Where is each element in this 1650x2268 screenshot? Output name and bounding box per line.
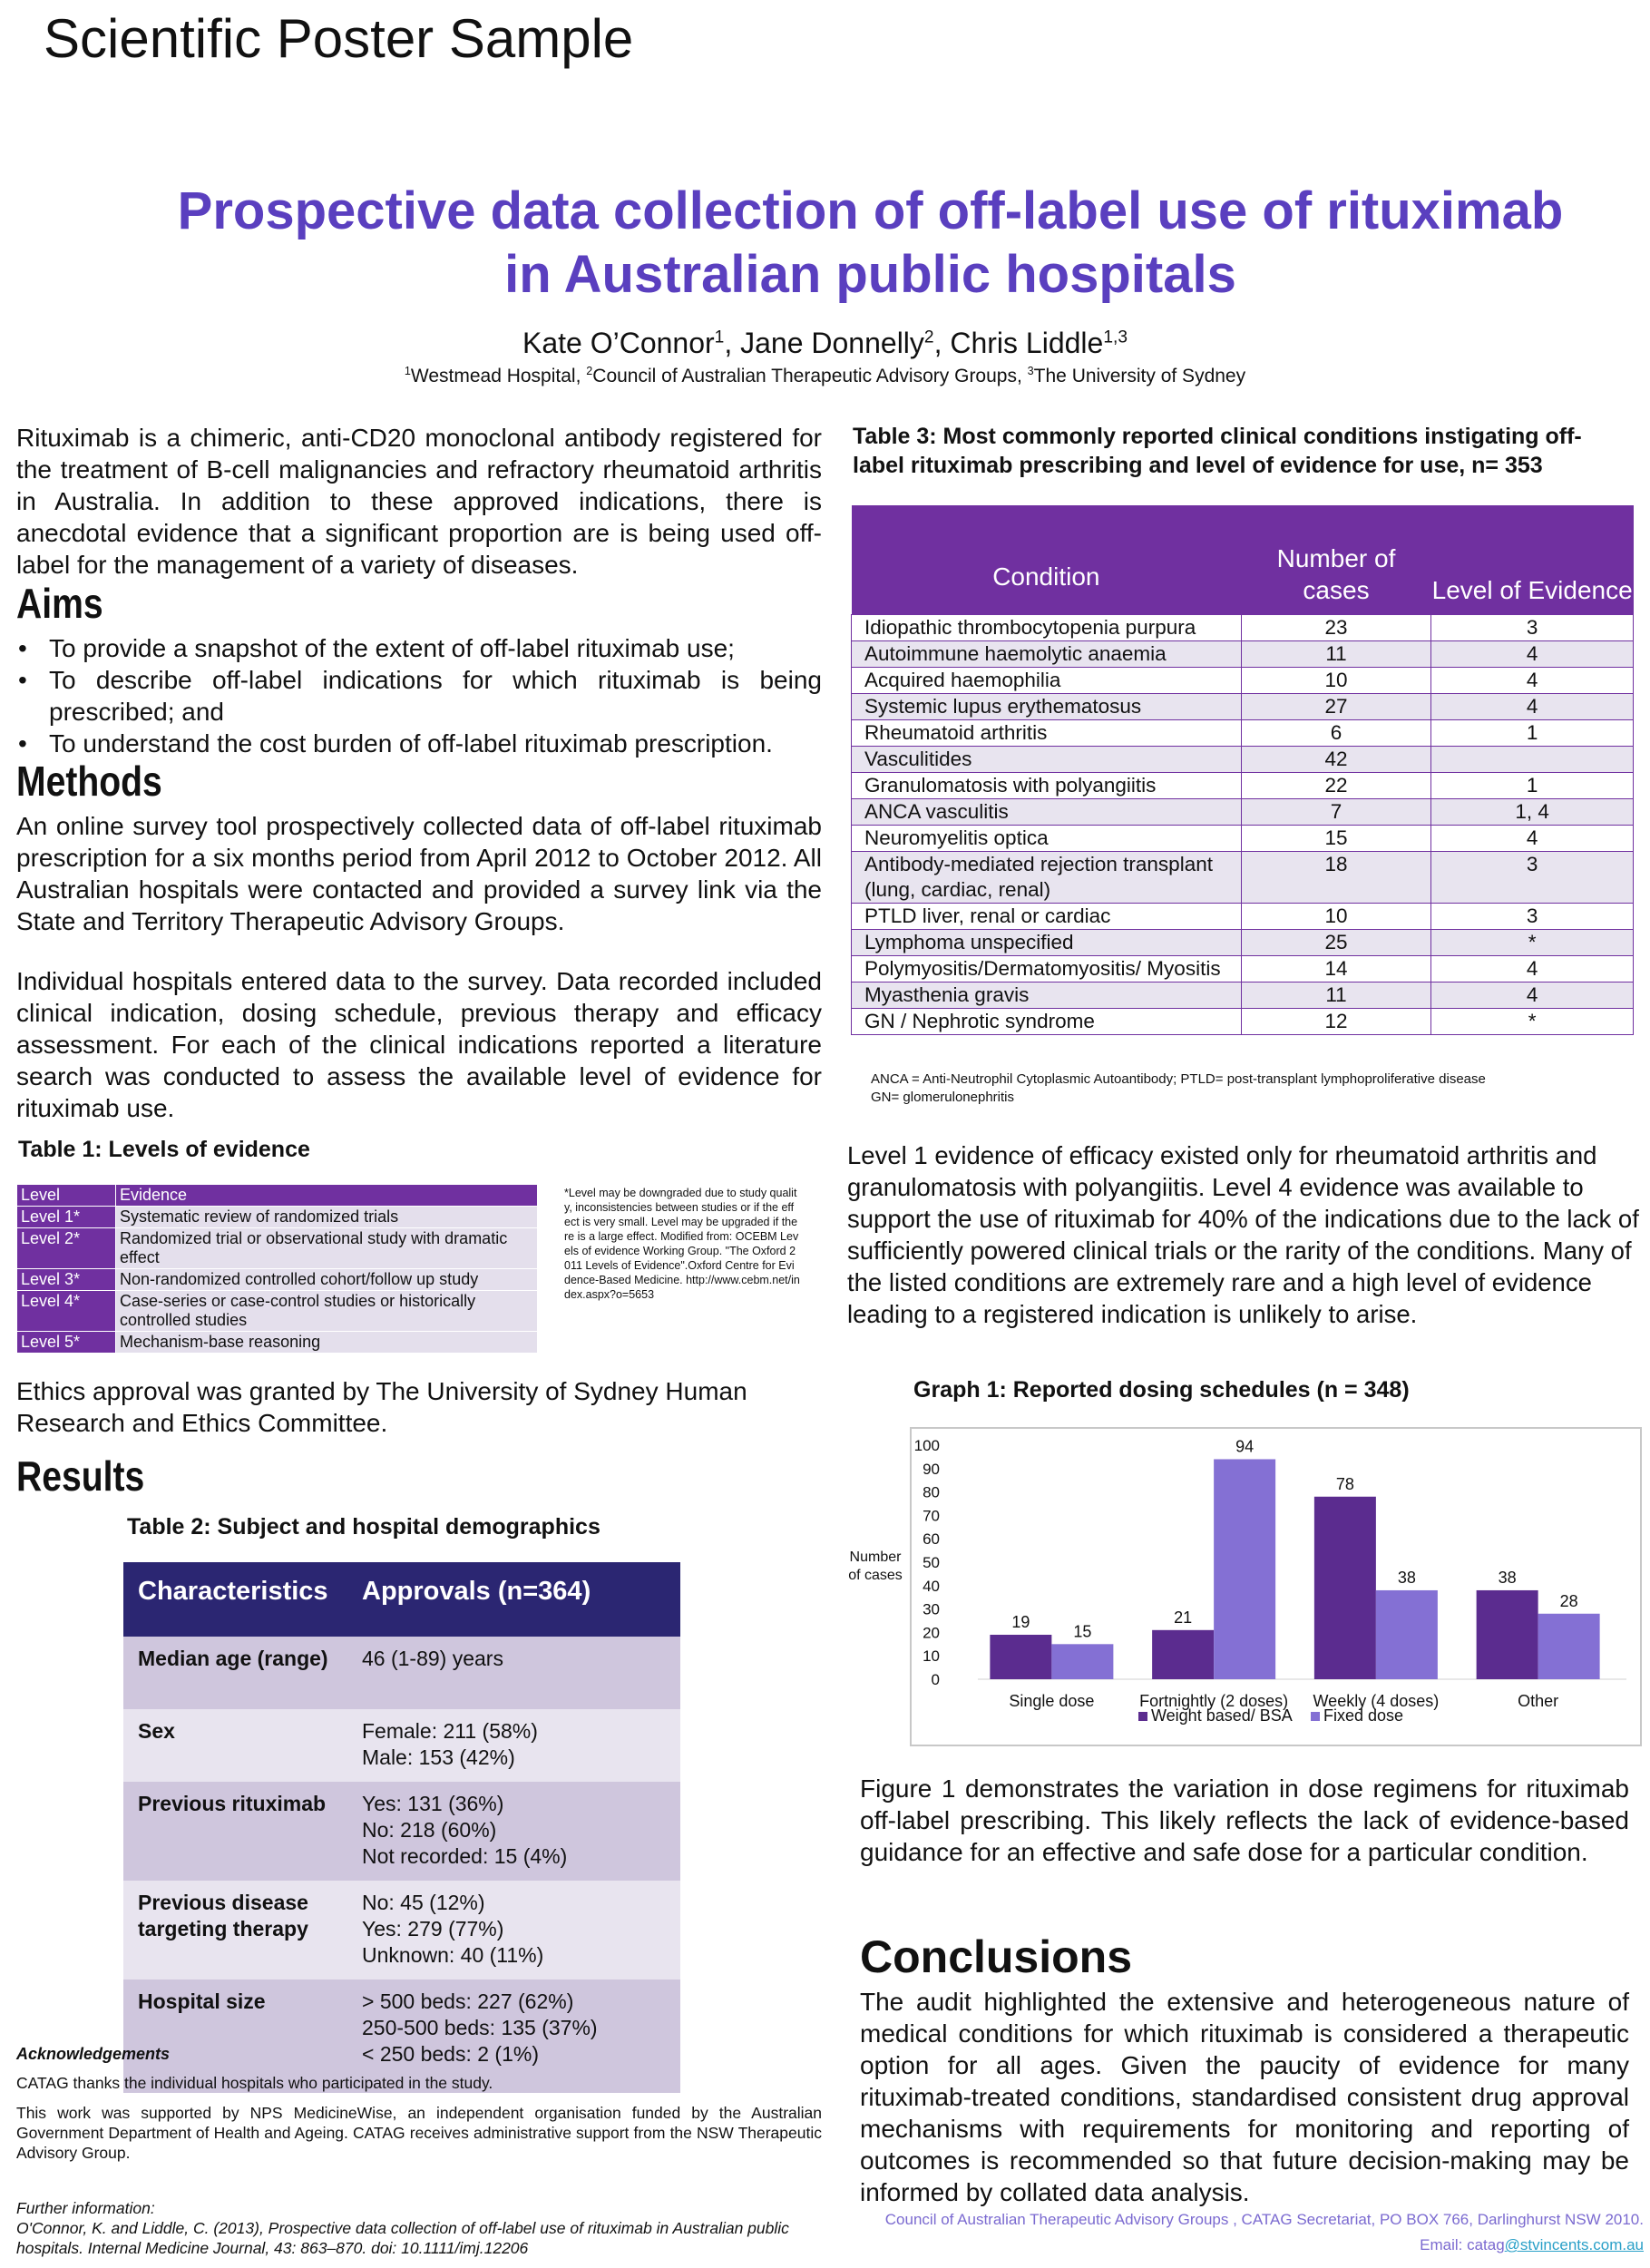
table-cell: Level 5* [17, 1332, 116, 1354]
table-cell: Case-series or case-control studies or historically controlled studies [116, 1291, 538, 1332]
table3-note-1: ANCA = Anti-Neutrophil Cytoplasmic Autoantibody; PTLD= post-transplant lymphoproliferative disease [871, 1071, 1486, 1087]
table-cell: 4 [1431, 956, 1634, 982]
table-cell: 4 [1431, 826, 1634, 852]
cell-line: Yes: 131 (36%) [362, 1792, 504, 1815]
dosing-bar-chart [910, 1427, 1641, 1746]
table-cell: PTLD liver, renal or cardiac [852, 904, 1242, 930]
table-cell: Myasthenia gravis [852, 982, 1242, 1009]
table-cell: Previous disease targeting therapy [123, 1881, 347, 1980]
table-cell: 3 [1431, 615, 1634, 641]
data-label: 21 [1174, 1608, 1193, 1627]
table-row [123, 1709, 680, 1782]
table-row [852, 668, 1634, 694]
table2-caption: Table 2: Subject and hospital demographics [127, 1514, 600, 1540]
table-header-cell: Condition [852, 505, 1242, 615]
results-heading: Results [16, 1452, 145, 1500]
table-cell: Non-randomized controlled cohort/follow up study [116, 1269, 538, 1291]
table1-grid [16, 1184, 538, 1354]
title-line-1: Prospective data collection of off-label use of rituximab [177, 181, 1564, 240]
table-cell: Hospital size [123, 1980, 347, 2093]
table-cell: Vasculitides [852, 747, 1242, 773]
aims-item-text: To describe off-label indications for which rituximab is being prescribed; and [49, 666, 822, 726]
table-row [852, 694, 1634, 720]
table-header-cell: Evidence [116, 1185, 538, 1207]
poster-title [91, 180, 1650, 307]
bullet-icon: • [18, 729, 27, 758]
table-row [852, 826, 1634, 852]
table-cell [347, 1782, 680, 1881]
legend-label: Fixed dose [1323, 1706, 1404, 1725]
table-cell: Granulomatosis with polyangiitis [852, 773, 1242, 799]
table3-body [852, 615, 1634, 1035]
affil-2-sup: 2 [586, 365, 593, 377]
methods-paragraph-1: An online survey tool prospectively collected data of off-label rituximab prescription for a six months period from April 2012 to October 2012. All Australian hospitals were contacted and provided a survey link via the State and Territory Therapeutic Advisory Groups. [16, 812, 822, 935]
bullet-icon: • [18, 666, 27, 694]
table-cell: 22 [1241, 773, 1431, 799]
table2 [123, 1562, 680, 2093]
affil-2: Council of Australian Therapeutic Advisory Groups [592, 366, 1017, 386]
legend-swatch [1138, 1712, 1147, 1721]
table-cell: 25 [1241, 930, 1431, 956]
cell-line: No: 45 (12%) [362, 1891, 485, 1914]
intro-paragraph: Rituximab is a chimeric, anti-CD20 monoclonal antibody registered for the treatment of B-cell malignancies and refractory rheumatoid arthritis in Australia. In addition to these approved indications, there is anecdotal evidence that a significant proportion are is being used off-label for the management of a variety of diseases. [16, 424, 822, 579]
table-cell [347, 1637, 680, 1709]
table-cell: GN / Nephrotic syndrome [852, 1009, 1242, 1035]
further-info-citation: O'Connor, K. and Liddle, C. (2013), Prospective data collection of off-label use of rituximab in Australian public hospitals. Internal Medicine Journal, 43: 863–870. doi: 10.1111/imj.12206 [16, 2219, 789, 2257]
table-row [852, 904, 1634, 930]
table-header-cell: Approvals (n=364) [347, 1562, 680, 1637]
table-cell: 15 [1241, 826, 1431, 852]
bar-weight-based-bsa-3 [1477, 1590, 1538, 1679]
table-row [852, 930, 1634, 956]
table-header-row [123, 1562, 680, 1637]
poster-label: Scientific Poster Sample [44, 8, 634, 69]
table-row [852, 852, 1634, 904]
table-cell: 6 [1241, 720, 1431, 747]
table-row [123, 1782, 680, 1881]
footer-email-label: Email: catag [1420, 2236, 1505, 2253]
y-tick-label: 70 [923, 1507, 940, 1525]
table-cell: 10 [1241, 668, 1431, 694]
author-2: Jane Donnelly [740, 327, 924, 359]
table-cell: Rheumatoid arthritis [852, 720, 1242, 747]
table-cell [347, 1881, 680, 1980]
table-header-row [17, 1185, 538, 1207]
cell-line: > 500 beds: 227 (62%) [362, 1989, 574, 2013]
conclusions-heading: Conclusions [860, 1931, 1133, 1982]
affil-1: Westmead Hospital [410, 366, 576, 386]
table3-grid [851, 505, 1634, 1035]
table-cell: Autoimmune haemolytic anaemia [852, 641, 1242, 668]
table-row [852, 641, 1634, 668]
table-cell: Previous rituximab [123, 1782, 347, 1881]
table-cell [347, 1709, 680, 1782]
acknowledgements-line-1: CATAG thanks the individual hospitals who participated in the study. [16, 2074, 493, 2092]
table-cell: 14 [1241, 956, 1431, 982]
methods-heading: Methods [16, 758, 162, 805]
affil-3-sup: 3 [1027, 365, 1034, 377]
aims-list [16, 632, 822, 759]
bar-fixed-dose-2 [1376, 1590, 1438, 1679]
table-cell: * [1431, 930, 1634, 956]
table-cell: Randomized trial or observational study with dramatic effect [116, 1228, 538, 1269]
table-row [852, 1009, 1634, 1035]
table-cell: Idiopathic thrombocytopenia purpura [852, 615, 1242, 641]
affil-1-sup: 1 [404, 365, 411, 377]
table-cell: Systematic review of randomized trials [116, 1207, 538, 1228]
table-cell [1431, 747, 1634, 773]
table-cell: Lymphoma unspecified [852, 930, 1242, 956]
cell-line: Female: 211 (58%) [362, 1719, 538, 1743]
bar-weight-based-bsa-0 [990, 1635, 1051, 1679]
table-cell: 1 [1431, 720, 1634, 747]
ethics-paragraph: Ethics approval was granted by The University of Sydney Human Research and Ethics Committee. [16, 1377, 747, 1437]
table-cell: 23 [1241, 615, 1431, 641]
aims-item-text: To provide a snapshot of the extent of off-label rituximab use; [49, 634, 735, 662]
table-cell: 1 [1431, 773, 1634, 799]
y-tick-label: 0 [931, 1671, 940, 1688]
cell-line: < 250 beds: 2 (1%) [362, 2042, 539, 2066]
table-cell: Sex [123, 1709, 347, 1782]
table1-caption: Table 1: Levels of evidence [18, 1137, 310, 1162]
table-cell: Level 2* [17, 1228, 116, 1269]
aims-item-text: To understand the cost burden of off-label rituximab prescription. [49, 729, 773, 758]
author-3: Chris Liddle [950, 327, 1104, 359]
chart-ylabel: Number of cases [848, 1549, 903, 1583]
aims-item [16, 664, 822, 728]
table-row [852, 747, 1634, 773]
data-label: 78 [1335, 1474, 1354, 1493]
methods-paragraph-2: Individual hospitals entered data to the survey. Data recorded included clinical indication, dosing schedule, previous therapy and efficacy assessment. For each of the clinical indications reported a literature search was conducted to assess the available level of evidence for rituximab use. [16, 967, 822, 1122]
legend-swatch [1311, 1712, 1320, 1721]
cell-line: Not recorded: 15 (4%) [362, 1844, 568, 1868]
cell-line: No: 218 (60%) [362, 1818, 497, 1842]
table-cell: Polymyositis/Dermatomyositis/ Myositis [852, 956, 1242, 982]
table2-grid [123, 1562, 680, 2093]
data-label: 38 [1397, 1568, 1416, 1587]
cell-line: 250-500 beds: 135 (37%) [362, 2016, 598, 2039]
authors: Kate O’Connor$^1$, Jane Donnelly$^2$, Chris Liddle$^{1,3}$ [522, 327, 1128, 359]
y-tick-label: 90 [923, 1460, 940, 1478]
footer-email [816, 2233, 1644, 2257]
bar-fixed-dose-3 [1538, 1614, 1600, 1679]
table-cell: 4 [1431, 668, 1634, 694]
table-cell: 3 [1431, 904, 1634, 930]
table3-caption: Table 3: Most commonly reported clinical conditions instigating off-label rituximab prescribing and level of evidence for use, n= 353 [853, 424, 1582, 478]
x-tick-label: Single dose [1009, 1692, 1095, 1710]
table-header-cell: Level [17, 1185, 116, 1207]
y-tick-label: 80 [923, 1483, 940, 1501]
table-row [852, 720, 1634, 747]
affiliations: $^1$Westmead Hospital, $^2$Council of Australian Therapeutic Advisory Groups, $^3$The University of Sydney [404, 365, 1246, 386]
table-cell: 11 [1241, 641, 1431, 668]
affil-3: The University of Sydney [1033, 366, 1246, 386]
acknowledgements-heading: Acknowledgements [16, 2045, 171, 2063]
x-tick-label: Other [1518, 1692, 1559, 1710]
aims-item [16, 632, 822, 664]
bar-weight-based-bsa-1 [1152, 1630, 1214, 1679]
author-1: Kate O’Connor [522, 327, 715, 359]
y-tick-label: 40 [923, 1577, 940, 1595]
table-row [852, 956, 1634, 982]
table-row [17, 1269, 538, 1291]
y-tick-label: 10 [923, 1647, 940, 1666]
acknowledgements-line-2: This work was supported by NPS MedicineWise, an independent organisation funded by the Australian Government Department of Health and Ageing. CATAG receives administrative support from the NSW Therapeutic Advisory Group. [16, 2104, 822, 2162]
table-cell: Level 1* [17, 1207, 116, 1228]
cell-line: Male: 153 (42%) [362, 1745, 515, 1769]
table-row [123, 1881, 680, 1980]
author-3-sup: 1,3 [1103, 327, 1128, 347]
data-label: 15 [1073, 1622, 1092, 1641]
table-cell: Level 4* [17, 1291, 116, 1332]
y-tick-label: 50 [923, 1554, 940, 1571]
table-cell: Systemic lupus erythematosus [852, 694, 1242, 720]
bar-fixed-dose-1 [1214, 1459, 1275, 1679]
table-cell: 4 [1431, 641, 1634, 668]
table-row [17, 1207, 538, 1228]
table-cell: 7 [1241, 799, 1431, 826]
cell-line: Unknown: 40 (11%) [362, 1943, 544, 1967]
footer-email-link[interactable]: @stvincents.com.au [1504, 2236, 1644, 2253]
table-row [852, 615, 1634, 641]
table-cell: 42 [1241, 747, 1431, 773]
table1-note: *Level may be downgraded due to study quality, inconsistencies between studies or if the effect is very small. Level may be upgraded if there is a large effect. Modified from: OCEBM Levels of evidence Working Group. "The Oxford 2011 Levels of Evidence".Oxford Centre for Evidence-Based Medicine. http://www.cebm.net/index.aspx?o=5653 [564, 1187, 800, 1301]
figure-paragraph: Figure 1 demonstrates the variation in dose regimens for rituximab off-label prescribing. This likely reflects the lack of evidence-based guidance for an effective and safe dose for a particular condition. [860, 1774, 1629, 1866]
y-tick-label: 60 [923, 1530, 940, 1549]
table-cell: 18 [1241, 852, 1431, 904]
y-tick-label: 100 [913, 1437, 940, 1454]
table3-note-2: GN= glomerulonephritis [871, 1090, 1014, 1105]
table-cell: 4 [1431, 694, 1634, 720]
data-label: 19 [1011, 1612, 1030, 1631]
table-cell: * [1431, 1009, 1634, 1035]
table-cell: 27 [1241, 694, 1431, 720]
author-2-sup: 2 [923, 327, 934, 347]
y-tick-label: 20 [923, 1624, 940, 1642]
x-tick-label: Weekly (4 doses) [1313, 1692, 1440, 1710]
legend-label: Weight based/ BSA [1151, 1706, 1293, 1725]
table-cell: 3 [1431, 852, 1634, 904]
bullet-icon: • [18, 634, 27, 662]
x-tick-label: Fortnightly (2 doses) [1139, 1692, 1289, 1710]
table-header-cell: Characteristics [123, 1562, 347, 1637]
table3 [851, 505, 1634, 1035]
y-tick-label: 30 [923, 1600, 940, 1618]
table-header-cell: Number of cases [1241, 505, 1431, 615]
data-label: 94 [1235, 1437, 1255, 1456]
footer-org: Council of Australian Therapeutic Advisory Groups , CATAG Secretariat, PO BOX 766, Darlinghurst NSW 2010. [884, 2211, 1644, 2228]
cell-line: 46 (1-89) years [362, 1647, 503, 1670]
table1 [16, 1184, 538, 1354]
table-row [123, 1637, 680, 1709]
table-cell: 4 [1431, 982, 1634, 1009]
table-cell: ANCA vasculitis [852, 799, 1242, 826]
title-line-2: in Australian public hospitals [504, 245, 1236, 304]
table-row [852, 773, 1634, 799]
table-cell: Mechanism-base reasoning [116, 1332, 538, 1354]
data-label: 38 [1498, 1568, 1517, 1587]
data-label: 28 [1559, 1591, 1578, 1610]
chart-title: Graph 1: Reported dosing schedules (n = 348) [913, 1377, 1410, 1403]
bar-weight-based-bsa-2 [1314, 1497, 1376, 1679]
table-cell: 12 [1241, 1009, 1431, 1035]
table-row [852, 799, 1634, 826]
aims-item [16, 728, 822, 759]
cell-line: Yes: 279 (77%) [362, 1917, 504, 1941]
table-row [17, 1291, 538, 1332]
table-header-row [852, 505, 1634, 615]
table-cell: Antibody-mediated rejection transplant (lung, cardiac, renal) [852, 852, 1242, 904]
aims-heading: Aims [16, 580, 103, 627]
conclusions-paragraph: The audit highlighted the extensive and heterogeneous nature of medical conditions for which rituximab is considered a therapeutic option for all ages. Given the paucity of evidence for many rituximab-treated conditions, standardised consistent drug approval mechanisms with requirements for monitoring and reporting of outcomes is recommended so that future decision-making may be informed by collated data analysis. [860, 1988, 1629, 2206]
table-cell: Neuromyelitis optica [852, 826, 1242, 852]
table-row [852, 982, 1634, 1009]
table-cell: 1, 4 [1431, 799, 1634, 826]
evidence-paragraph: Level 1 evidence of efficacy existed only for rheumatoid arthritis and granulomatosis with polyangiitis. Level 4 evidence was available to support the use of rituximab for 40% of the indications due to the lack of sufficiently powered clinical trials or the rarity of the conditions. Many of the listed conditions are extremely rare and a high level of evidence leading to a registered indication is unlikely to arise. [847, 1141, 1639, 1328]
table-cell: Level 3* [17, 1269, 116, 1291]
table-header-cell: Level of Evidence [1431, 505, 1634, 615]
table-row [17, 1228, 538, 1269]
further-info-label: Further information: [16, 2199, 155, 2217]
table-cell: 11 [1241, 982, 1431, 1009]
bar-fixed-dose-0 [1051, 1644, 1113, 1679]
table-cell: Acquired haemophilia [852, 668, 1242, 694]
table-cell: 10 [1241, 904, 1431, 930]
author-1-sup: 1 [714, 327, 725, 347]
table-row [17, 1332, 538, 1354]
table-cell: Median age (range) [123, 1637, 347, 1709]
